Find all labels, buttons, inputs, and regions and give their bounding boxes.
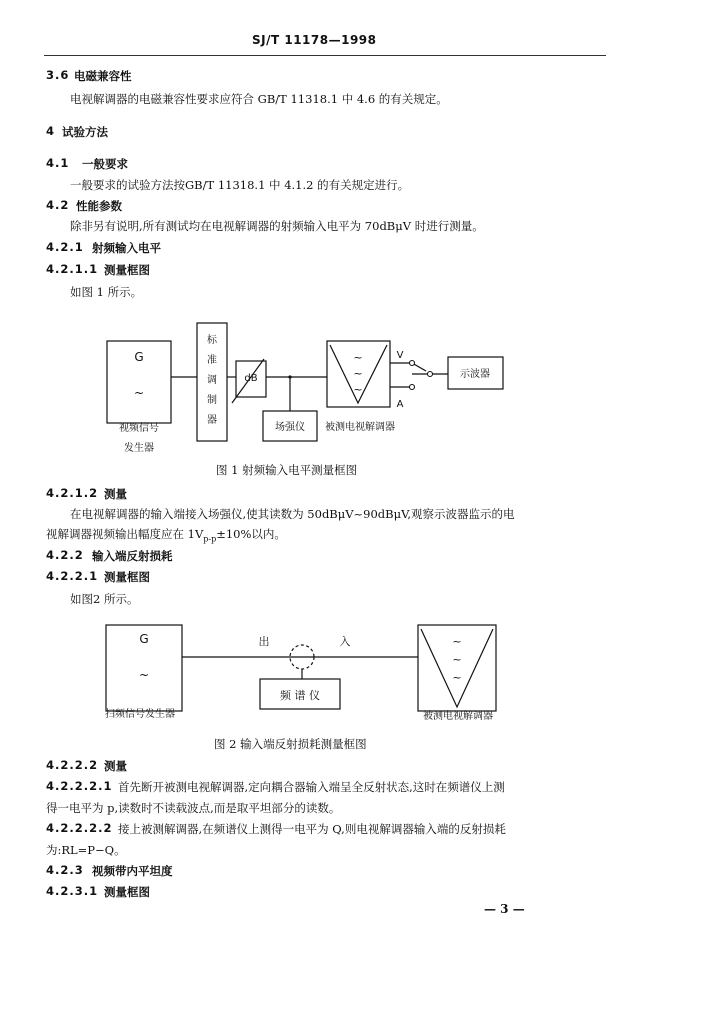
section-number-4-2-1: 4.2.1 (46, 240, 84, 254)
figure-2-caption: 图 2 输入端反射损耗测量框图 (214, 737, 367, 751)
section-number-4-2: 4.2 (46, 198, 70, 212)
section-number-4-2-2-2-1: 4.2.2.2.1 (46, 779, 113, 793)
section-title-4-2: 性能参数 (76, 199, 122, 213)
section-number-4-1: 4.1 (46, 156, 70, 170)
fig2-dut-label: 被测电视解调器 (423, 711, 493, 722)
section-title-4-2-2-1: 测量框图 (104, 570, 150, 584)
fig2-in-label: 入 (339, 635, 351, 648)
fig1-generator-label: G (134, 350, 144, 364)
section-body-4-2-2-2-2-line1: 接上被测解调器,在频谱仪上测得一电平为 Q,则电视解调器输入端的反射损耗 (118, 822, 506, 836)
output-amplitude-subscript: p-p (203, 534, 217, 544)
fig1-modulator-char: 制 (207, 395, 217, 406)
section-body-3-6: 电视解调器的电磁兼容性要求应符合 GB/T 11318.1 中 4.6 的有关规定。 (70, 92, 448, 106)
fig2-dut-symbol: ~ (452, 635, 462, 648)
fig1-junction-dot (288, 375, 291, 378)
section-body-4-2-2-2-1-line2: 得一电平为 p,读数时不读载波点,而是取平坦部分的读数。 (46, 801, 341, 815)
figure-1-diagram (0, 315, 724, 465)
section-number-4-2-2: 4.2.2 (46, 548, 84, 562)
section-number-4-2-1-1: 4.2.1.1 (46, 262, 99, 276)
fig1-dut-symbol: ~ (353, 383, 363, 396)
section-number-4-2-1-2: 4.2.1.2 (46, 486, 99, 500)
fig1-modulator-char: 器 (207, 415, 217, 426)
fig1-generator-name-line2: 发生器 (124, 443, 154, 454)
fig2-analyzer-label: 频 谱 仪 (280, 689, 320, 702)
section-title-4-2-2-2: 测量 (104, 759, 127, 773)
fig1-modulator-char: 标 (207, 335, 217, 346)
fig1-attenuator-label: dB (244, 373, 258, 384)
fig1-generator-symbol: ~ (133, 386, 145, 400)
page-number: — 3 — (484, 902, 525, 916)
section-number-3-6: 3.6 (46, 68, 70, 82)
fig1-dut-symbol: ~ (353, 367, 363, 380)
fig1-modulator-char: 准 (207, 355, 217, 366)
section-title-4-2-1-1: 测量框图 (104, 263, 150, 277)
section-title-4-2-1-2: 测量 (104, 487, 127, 501)
fig1-field-meter-label: 场强仪 (275, 422, 305, 433)
section-title-4-2-3: 视频带内平坦度 (92, 864, 173, 878)
section-number-4-2-3-1: 4.2.3.1 (46, 884, 99, 898)
section-number-4-2-2-1: 4.2.2.1 (46, 569, 99, 583)
fig2-dut-symbol: ~ (452, 653, 462, 666)
section-title-4: 试验方法 (62, 125, 108, 139)
fig1-a-label: A (396, 399, 404, 410)
fig1-switch-terminal-a (410, 385, 415, 390)
section-body-4-2-2-2-1-line1: 首先断开被测电视解调器,定向耦合器输入端呈全反射状态,这时在频谱仪上测 (118, 780, 505, 794)
standard-number: SJ/T 11178—1998 (252, 33, 377, 47)
section-number-4-2-2-2-2: 4.2.2.2.2 (46, 821, 113, 835)
section-title-4-2-2: 输入端反射损耗 (92, 549, 173, 563)
output-amplitude-text: 视解调器视频输出幅度应在 1V (46, 527, 204, 541)
output-amplitude-tolerance: ±10%以内。 (216, 527, 286, 541)
fig1-oscilloscope-label: 示波器 (460, 369, 490, 380)
fig1-modulator-char: 调 (207, 375, 217, 386)
section-body-4-1: 一般要求的试验方法按GB/T 11318.1 中 4.1.2 的有关规定进行。 (70, 178, 410, 192)
fig1-switch-terminal-v (410, 361, 415, 366)
section-number-4: 4 (46, 124, 56, 138)
section-body-4-2: 除非另有说明,所有测试均在电视解调器的射频输入电平为 70dBμV 时进行测量。 (70, 219, 484, 233)
section-title-3-6: 电磁兼容性 (74, 69, 132, 83)
fig1-switch-output (428, 372, 433, 377)
fig2-generator-symbol: ~ (138, 668, 150, 682)
section-title-4-2-1: 射频输入电平 (92, 241, 161, 255)
fig2-out-label: 出 (258, 635, 270, 648)
fig2-dut-symbol: ~ (452, 671, 462, 684)
section-body-4-2-2-1: 如图2 所示。 (70, 592, 139, 606)
fig1-v-label: V (396, 350, 404, 361)
section-title-4-1: 一般要求 (82, 157, 128, 171)
header-rule (44, 55, 606, 56)
fig1-dut-label: 被测电视解调器 (325, 422, 395, 433)
fig2-generator-name: 扫频信号发生器 (105, 709, 175, 720)
section-body-4-2-1-2-line1: 在电视解调器的输入端接入场强仪,使其读数为 50dBμV~90dBμV,观察示波器监示的电 (70, 507, 515, 521)
fig1-generator-name-line1: 视频信号 (119, 423, 159, 434)
section-body-4-2-1-2-line2 (46, 526, 286, 543)
section-body-4-2-2-2-2-line2: 为:RL=P−Q。 (46, 843, 126, 857)
fig2-generator-label: G (139, 632, 149, 646)
section-title-4-2-3-1: 测量框图 (104, 885, 150, 899)
section-number-4-2-2-2: 4.2.2.2 (46, 758, 99, 772)
section-number-4-2-3: 4.2.3 (46, 863, 84, 877)
figure-2-diagram (0, 615, 724, 725)
figure-1-caption: 图 1 射频输入电平测量框图 (216, 463, 358, 477)
section-body-4-2-1-1: 如图 1 所示。 (70, 285, 143, 299)
fig1-dut-symbol: ~ (353, 351, 363, 364)
